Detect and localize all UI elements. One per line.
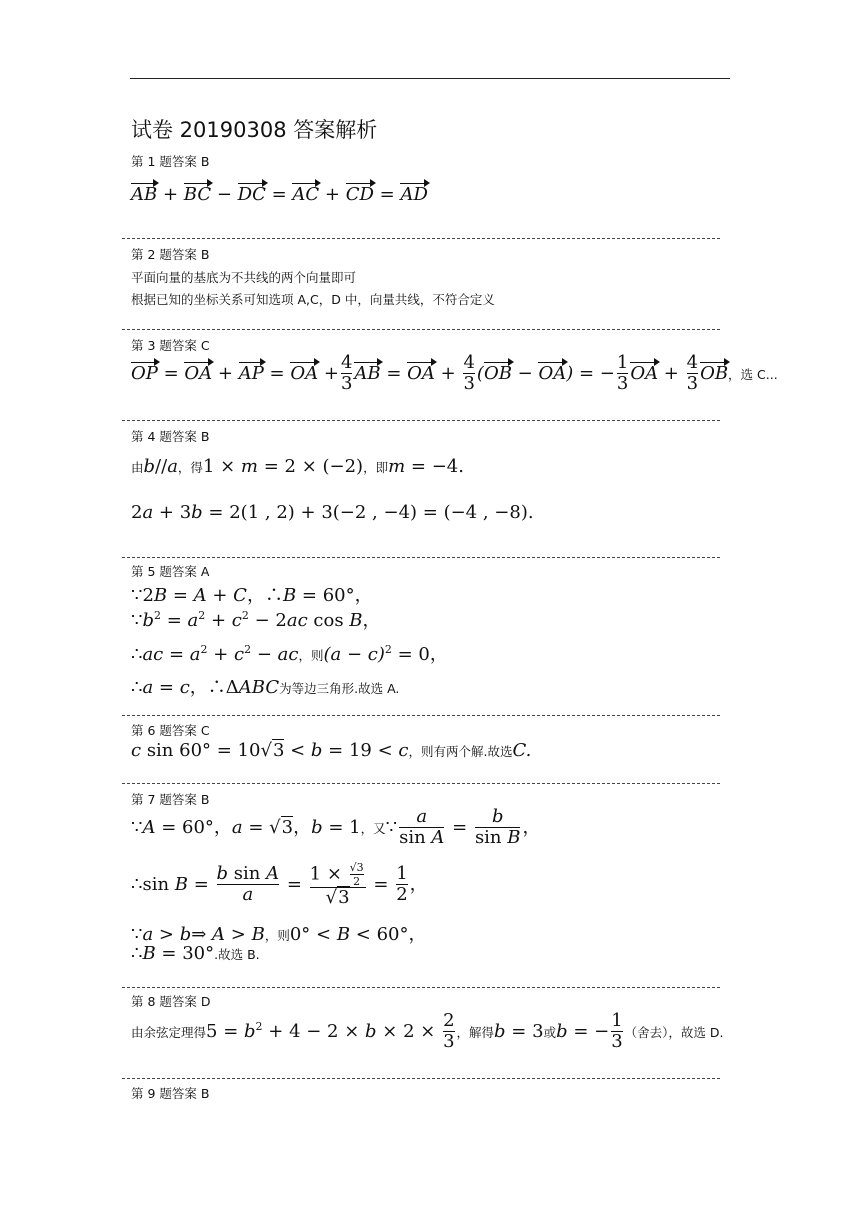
q9-header: 第 9 题答案 B: [131, 1086, 210, 1101]
q2-header: 第 2 题答案 B: [131, 247, 210, 262]
q5-line2: $\because b^2 = a^2 + c^2 - 2ac$ cos B，: [131, 609, 381, 631]
q3-header: 第 3 题答案 C: [131, 338, 210, 353]
q2-line2: 根据已知的坐标关系可知选项 A,C，D 中，向量共线，不符合定义: [131, 292, 495, 307]
q7-line1: ∵A = 60°，a = √3，b = 1，又∵ $\frac{a}{\text{sin A}}$ = $\frac{b}{\text{sin B}}$ ，: [131, 806, 541, 848]
divider: [122, 715, 720, 716]
q4-line2: 2a + 3b = 2(1 , 2) + 3(−2 , −4) = (−4 , −8).: [131, 502, 534, 523]
divider: [122, 557, 720, 558]
divider: [122, 1078, 720, 1079]
q5-header: 第 5 题答案 A: [131, 564, 210, 579]
q7-line2: ∴sin B = $\frac{\text{b sin A}}{a}$ = 1 × $\frac{√3}{2}$ √3 = $\frac{1}{2}$ ，: [131, 861, 428, 909]
q8-header: 第 8 题答案 D: [131, 994, 211, 1009]
q7-line4: ∴B = 30°.故选 B.: [131, 943, 260, 964]
divider: [122, 420, 720, 421]
q3-tail: ，选 C...: [728, 366, 778, 382]
divider: [122, 329, 720, 330]
q7-line3: ∵a > b⇒ A > B，则0° < B < 60°，: [131, 924, 427, 945]
divider: [122, 238, 720, 239]
q1-header: 第 1 题答案 B: [131, 154, 210, 169]
q5-line1: ∵2B = A + C，∴B = 60°，: [131, 585, 373, 606]
q7-header: 第 7 题答案 B: [131, 792, 210, 807]
q3-formula: OP = OA + AP = OA + $\frac{4}{3}$ AB = OA + $\frac{4}{3}$ (OB − OA) = − $\frac{1}{3}$ OA + $\frac{4}{3}$ OB，选 C...: [131, 352, 778, 394]
q5-line3: ∴ac = $a^2 + c^2$ − ac，则$(a - c)^2 = 0$，: [131, 643, 448, 665]
page-title: 试卷 20190308 答案解析: [131, 118, 378, 142]
top-rule: [130, 78, 730, 79]
divider: [122, 783, 720, 784]
q4-line1: 由b//a，得1 × m = 2 × (−2)，即m = −4.: [131, 456, 464, 477]
divider: [122, 987, 720, 988]
q2-line1: 平面向量的基底为不共线的两个向量即可: [131, 270, 357, 285]
q4-header: 第 4 题答案 B: [131, 429, 210, 444]
q1-formula: AB + BC − DC = AC + CD = AD: [131, 184, 428, 205]
q6-header: 第 6 题答案 C: [131, 723, 210, 738]
q5-line4: ∴a = c，∴ΔABC为等边三角形.故选 A.: [131, 677, 400, 698]
q8-line: 由余弦定理得$5 = b^2 + 4 - 2 \times b \times 2$ × $\frac{2}{3}$ ，解得b = 3或b = − $\frac{1}{3}$ （舍去），故选 D.: [131, 1010, 724, 1052]
q6-line: c sin 60° = 10√3 < b = 19 < c，则有两个解.故选C.: [131, 740, 532, 761]
